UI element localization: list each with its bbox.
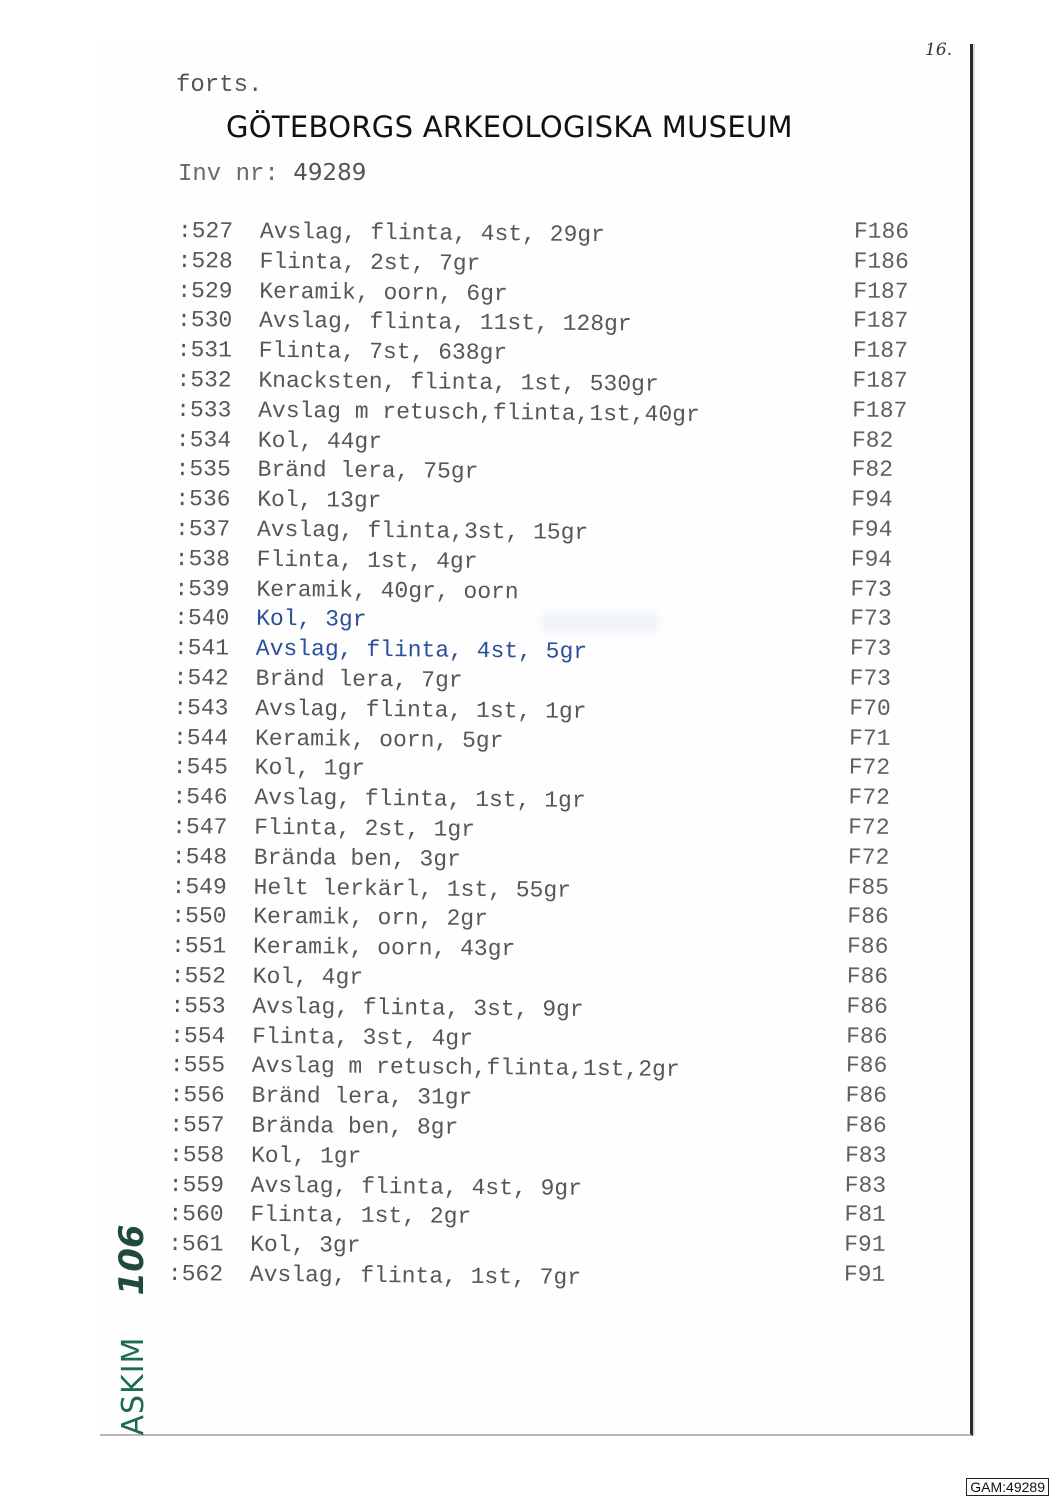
entry-code: F83 — [844, 1171, 887, 1199]
entry-description: Avslag, flinta, 1st, 7gr — [249, 1261, 582, 1291]
entry-number: :536 — [175, 486, 231, 513]
entry-code: F73 — [849, 665, 892, 692]
entry-description: Kol, 3gr — [256, 606, 367, 634]
entry-code: F72 — [847, 844, 890, 871]
entry-number: :551 — [170, 933, 227, 960]
entry-code: F82 — [851, 456, 894, 484]
entry-number: :530 — [176, 307, 233, 334]
entry-number: :546 — [172, 784, 228, 811]
entry-description: Avslag, flinta, 4st, 9gr — [250, 1172, 583, 1202]
entry-number: :558 — [168, 1141, 225, 1169]
entry-description: Flinta, 7st, 638gr — [258, 337, 508, 367]
entry-description: Keramik, oorn, 5gr — [254, 725, 504, 754]
continued-label: forts. — [176, 72, 263, 99]
entry-description: Avslag, flinta, 4st, 29gr — [259, 218, 606, 249]
entry-number: :557 — [169, 1111, 225, 1139]
entry-code: F186 — [853, 248, 909, 275]
entry-code: F186 — [853, 218, 910, 246]
entry-number: :527 — [177, 218, 234, 245]
entry-code: F86 — [847, 903, 889, 931]
entry-number: :562 — [167, 1260, 224, 1288]
entry-code: F73 — [850, 605, 892, 633]
entry-code: F86 — [846, 933, 889, 960]
entry-number: :560 — [168, 1201, 224, 1228]
entry-number: :561 — [168, 1231, 224, 1258]
entry-code: F82 — [851, 427, 894, 454]
entry-number: :553 — [170, 992, 226, 1020]
entry-description: Kol, 3gr — [250, 1231, 361, 1259]
entry-number: :532 — [176, 366, 232, 394]
entry-description: Knacksten, flinta, 1st, 530gr — [258, 367, 659, 398]
entry-description: Keramik, orn, 2gr — [253, 904, 489, 933]
entry-description: Keramik, oorn, 6gr — [259, 278, 508, 307]
entry-code: F72 — [848, 814, 890, 841]
entry-code: F73 — [849, 635, 892, 663]
site-name: ASKIM — [116, 1336, 151, 1436]
entry-code: F71 — [848, 725, 891, 752]
entry-description: Avslag, flinta, 1st, 1gr — [254, 784, 586, 815]
entry-number: :540 — [174, 605, 230, 632]
entry-code: F187 — [852, 397, 908, 424]
entry-description: Avslag, flinta,3st, 15gr — [256, 516, 589, 546]
entry-code: F83 — [844, 1142, 887, 1169]
entry-number: :544 — [172, 724, 229, 752]
entry-number: :537 — [174, 515, 231, 543]
entry-code: F187 — [853, 278, 909, 305]
site-stamp — [112, 1224, 152, 1435]
entry-code: F86 — [845, 1052, 888, 1080]
entry-number: :533 — [176, 396, 232, 424]
entry-code: F86 — [845, 1112, 887, 1139]
museum-title: GÖTEBORGS ARKEOLOGISKA MUSEUM — [226, 110, 793, 144]
entry-code: F91 — [844, 1231, 886, 1258]
entry-number: :534 — [175, 426, 232, 454]
entry-number: :529 — [177, 277, 233, 305]
entry-description: Keramik, 40gr, oorn — [256, 576, 519, 605]
entry-code: F91 — [843, 1261, 886, 1288]
entry-description: Avslag m retusch,flinta,1st,40gr — [258, 397, 700, 428]
entry-list — [168, 218, 938, 1298]
entry-description: Bränd lera, 31gr — [251, 1082, 473, 1111]
entry-number: :542 — [173, 664, 229, 692]
entry-code: F72 — [848, 754, 891, 782]
entry-description: Kol, 44gr — [257, 427, 383, 455]
entry-number: :539 — [174, 575, 230, 603]
entry-number: :543 — [173, 694, 229, 722]
entry-code: F72 — [848, 784, 891, 812]
entry-code: F94 — [850, 516, 893, 543]
entry-description: Kol, 1gr — [250, 1142, 362, 1170]
entry-description: Flinta, 1st, 2gr — [250, 1202, 472, 1231]
entry-description: Avslag, flinta, 1st, 1gr — [255, 695, 587, 725]
inventory-label: Inv nr: — [178, 161, 279, 188]
entry-description: Kol, 1gr — [254, 755, 366, 783]
entry-code: F94 — [851, 486, 893, 514]
entry-description: Avslag, flinta, 3st, 9gr — [252, 993, 584, 1023]
inventory-number: 49289 — [293, 160, 367, 186]
entry-number: :556 — [169, 1082, 225, 1109]
entry-number: :547 — [172, 813, 228, 841]
entry-code: F85 — [847, 873, 890, 901]
entry-description: Keramik, oorn, 43gr — [252, 933, 516, 963]
reference-label: GAM:49289 — [966, 1478, 1049, 1496]
entry-description: Kol, 13gr — [257, 486, 382, 515]
entry-description: Bränd lera, 7gr — [255, 665, 463, 694]
entry-number: :528 — [177, 247, 233, 275]
entry-number: :555 — [169, 1052, 226, 1079]
entry-description: Kol, 4gr — [252, 963, 364, 991]
entry-number: :552 — [170, 962, 227, 990]
entry-description: Helt lerkärl, 1st, 55gr — [253, 874, 572, 904]
page-number-note: 16. — [925, 40, 953, 60]
entry-code: F94 — [850, 546, 893, 573]
entry-number: :531 — [176, 337, 233, 364]
entry-number: :541 — [173, 635, 230, 662]
entry-description: Flinta, 1st, 4gr — [256, 546, 478, 575]
entry-code: F187 — [852, 337, 909, 365]
entry-description: Bränd lera, 75gr — [257, 457, 479, 486]
entry-description: Brända ben, 3gr — [253, 844, 462, 873]
entry-number: :549 — [171, 873, 227, 901]
entry-code: F86 — [846, 963, 889, 990]
entry-number: :559 — [168, 1171, 225, 1198]
entry-description: Flinta, 2st, 1gr — [254, 814, 476, 843]
entry-number: :548 — [171, 843, 228, 871]
entry-description: Brända ben, 8gr — [251, 1112, 459, 1141]
entry-code: F187 — [852, 307, 909, 335]
entry-code: F86 — [846, 1022, 888, 1050]
entry-description: Flinta, 2st, 7gr — [259, 248, 481, 277]
entry-number: :545 — [172, 754, 229, 781]
entry-code: F81 — [844, 1201, 887, 1229]
entry-code: F73 — [850, 576, 893, 603]
site-number: 106 — [112, 1224, 152, 1296]
inventory-line — [178, 160, 366, 188]
entry-number: :538 — [174, 545, 231, 573]
entry-number: :550 — [171, 903, 227, 930]
entry-number: :554 — [170, 1022, 226, 1050]
entry-description: Avslag, flinta, 4st, 5gr — [255, 635, 588, 666]
entry-description: Avslag, flinta, 11st, 128gr — [258, 308, 632, 338]
entry-code: F187 — [852, 367, 908, 394]
entry-description: Flinta, 3st, 4gr — [252, 1023, 474, 1052]
entry-number: :535 — [175, 456, 231, 483]
entry-code: F86 — [845, 1082, 888, 1109]
entry-code: F86 — [846, 993, 889, 1020]
entry-code: F70 — [849, 695, 891, 722]
entry-description: Avslag m retusch,flinta,1st,2gr — [251, 1053, 680, 1084]
